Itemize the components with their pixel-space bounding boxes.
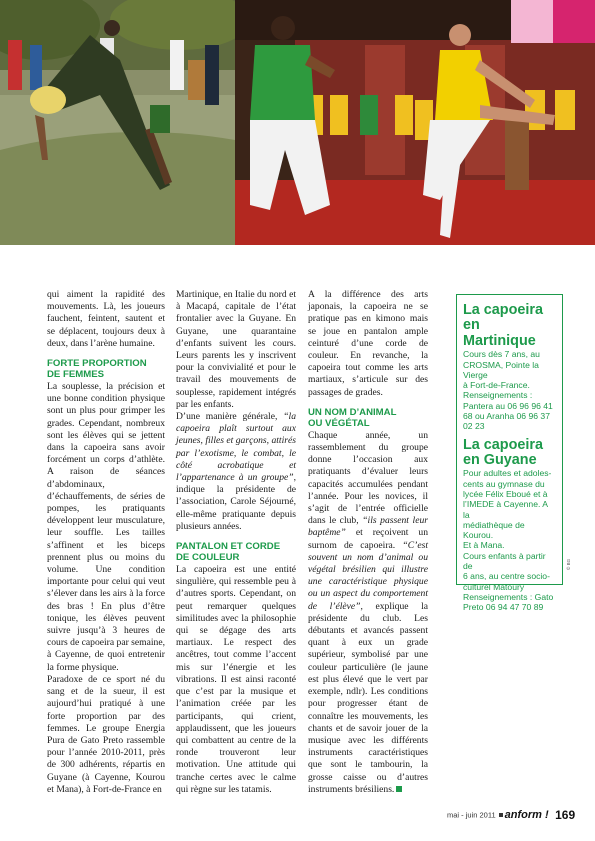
info-line: 68 ou Aranha 06 96 37 — [463, 411, 550, 421]
photo-capoeira-outdoor — [0, 0, 235, 245]
title-line: en Guyane — [463, 452, 537, 468]
title-line: en Martinique — [463, 317, 536, 349]
page-footer — [447, 806, 575, 824]
sidebar-title-martinique — [463, 303, 555, 349]
quote: “la capoeira plaît surtout aux jeunes, filles et garçons, attirés par l’exotisme, le combat, le côté acrobatique et l’appartenance à un groupe” — [176, 411, 296, 484]
end-of-article-mark — [396, 786, 402, 792]
info-line: l’IMEDE à Cayenne. A la — [463, 499, 548, 520]
quote: “C’est souvent un nom d’animal ou végétal brésilien qui illustre une caractéristique physique ou un aspect du comportement de l’élève” — [308, 539, 428, 612]
title-line: La capoeira — [463, 302, 543, 318]
info-line: Renseignements : Gato — [463, 591, 554, 602]
issue-date: mai - juin 2011 — [447, 810, 496, 820]
quote: “ils passent leur baptême” — [308, 515, 428, 539]
page-number: 169 — [555, 807, 576, 822]
subheading-nom-animal — [308, 407, 428, 429]
subheading-line: OU VÉGÉTAL — [308, 417, 370, 429]
article-column-3 — [308, 289, 428, 796]
footer-square-icon — [499, 813, 503, 817]
info-line: 6 ans, au centre socio- — [463, 571, 550, 582]
paragraph: La capoeira est une entité singulière, qui ressemble peu à d’autres sports. Cependant, on peut remarquer quelques similitudes avec la philosophie qui se dégage des arts martiaux. Le respect des ancêtres, tout comme l’accent mis sur l’énergie et les vibrations. Il est ainsi raconté que c’est par la musique et l’animation créée par les participants, qui crient, applaudissent, que les joueurs qui combattent au centre de la ronde trouveront leur motivation. Une attitude qui tranche certes avec le calme qui règne sur les tatamis. — [176, 564, 296, 795]
info-line: Cours dès 7 ans, au — [463, 349, 540, 360]
subheading-line: UN NOM D’ANIMAL — [308, 406, 397, 418]
info-sidebar — [456, 294, 563, 613]
paragraph: Paradoxe de ce sport né du sang et de la sueur, il est aujourd’hui pratiqué à une forte proportion par des femmes. Le groupe Energia Pura de Gato Preto rassemble pour l’année 2010-2011, près de 300 adhérents, répartis en Guyane (à Cayenne, Kourou et Mana), à Fort-de-France en — [47, 673, 165, 795]
paragraph — [308, 430, 428, 796]
article-column-2 — [176, 289, 296, 796]
info-line: 02 23 — [463, 421, 485, 432]
text-run: , indique la présidente de l’association, Carole Séjourné, elle-même pratiquante depuis plusieurs années. — [176, 472, 296, 532]
text-run: Chaque année, un rassemblement du groupe donne l’occasion aux pratiquants d’évaluer leurs capacités accumulées pendant l’année. Pour les novices, il s’agit de l’entrée officielle dans le club, — [308, 429, 428, 527]
sidebar-info-guyane — [463, 468, 555, 612]
text-run: D’une manière générale, — [176, 411, 284, 423]
paragraph: A la différence des arts japonais, la capoeira ne se pratique pas en kimono mais se joue en pantalon ample ceinturé d’une corde de couleur. En revanche, la capoeira tout comme les arts martiaux, s’articule sur des passages de grades. — [308, 289, 428, 398]
paragraph: La souplesse, la précision et une bonne condition physique sont un plus pour grimper les grades. Cependant, nombreux sont les élèves qui se jettent dans la capoeira sans avoir forcément un corps d’athlète. A raison de séances d’abdominaux, d’échauffements, de séries de pompes, les pratiquants développent leur musculature, leur souffle. Les tailles s’affinent et les biceps prennent plus ou moins du volume. Une condition importante pour celui qui veut s’élever dans les airs à la force des bras ! En plus d’être tonique, les élèves peuvent suivre jusqu’à 3 heures de cours de capoeira par semaine, à Cayenne, de quoi entretenir la forme physique. — [47, 381, 165, 673]
info-line: Pantera au 06 96 96 41 — [463, 400, 553, 411]
info-line: cents au gymnase du — [463, 478, 545, 489]
paragraph: qui aiment la rapidité des mouvements. Là, les joueurs fauchent, feintent, sautent et se déplacent, toujours deux à deux, dans l’arène humaine. — [47, 289, 165, 349]
info-line: CROSMA, Pointe la Vierge — [463, 359, 539, 380]
sidebar-title-guyane — [463, 438, 555, 469]
title-line: La capoeira — [463, 436, 543, 453]
subheading-line: DE FEMMES — [47, 369, 105, 381]
magazine-name: anform ! — [504, 808, 549, 821]
photo-credit: © BG — [566, 558, 571, 570]
article-column-1 — [47, 289, 165, 796]
info-line: Cours enfants à partir de — [463, 550, 546, 572]
subheading-line: DE COULEUR — [176, 552, 240, 564]
text-run: et reçoivent un surnom de capoeira. — [308, 527, 428, 551]
info-line: Preto 06 94 47 70 89 — [463, 602, 544, 613]
subheading-line: FORTE PROPORTION — [47, 358, 147, 370]
text-run: , explique la présidente du club. Les débutants et avancés passent quant à eux un grade supérieur, symbolisé par une couleur particulière (le jaune est plus élevé que le vert par exemple, ndlr). Les conditions pour progresser étant de connaître les mouvements, les chants et de savoir jouer de la musique avec les différents instruments caractéristiques que sont le tambourin, la grosse caisse ou d’autres instruments brésiliens. — [308, 600, 428, 795]
info-line: à Fort-de-France. — [463, 380, 530, 391]
info-line: Pour adultes et adoles- — [463, 468, 552, 479]
paragraph — [176, 411, 296, 533]
info-line: culturel Matoury — [463, 581, 525, 592]
paragraph: Martinique, en Italie du nord et à Macapá, capitale de l’état frontalier avec la Guyane. En Guyane, une quarantaine d’enfants suivent les cours. Leurs parents les y inscrivent pour la convivialité et pour le travail des mouvements de souplesse, rapidement intégrés par les enfants. — [176, 289, 296, 410]
info-line: Renseignements : — [463, 390, 533, 401]
subheading-line: PANTALON ET CORDE — [176, 541, 281, 553]
subheading-forte-proportion — [47, 358, 165, 380]
sidebar-info-martinique — [463, 349, 555, 431]
color-tab-dark — [553, 0, 595, 43]
info-line: Et à Mana. — [463, 540, 505, 551]
color-tab-light — [511, 0, 553, 43]
info-line: médiathèque de Kourou. — [463, 519, 525, 541]
info-line: lycée Félix Eboué et à — [463, 489, 548, 499]
subheading-pantalon — [176, 541, 296, 563]
